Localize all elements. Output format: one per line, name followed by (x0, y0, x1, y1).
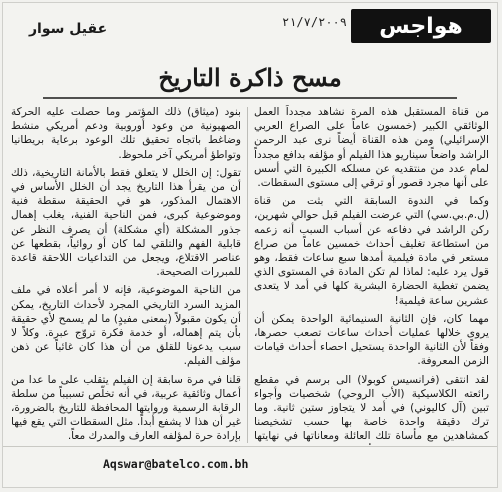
article-title: مسح ذاكرة التاريخ (158, 63, 342, 92)
title-divider (43, 97, 457, 99)
article-footer (3, 446, 497, 487)
author-email[interactable]: Aqswar@batelco.com.bh (103, 457, 249, 471)
paragraph: بنود (ميثاق) ذلك المؤتمر وما حصلت عليه الحركة الصهيونية من وعود أوروبية ودعم أمريكي منشط وضاغط باتجاه تحقيق تلك الوعود برعاية بريطانيا وتواطؤ أمريكي آخر ملحوظ. (11, 106, 241, 161)
paragraph: من قناة المستقبل هذه المرة نشاهد مجدداً العمل الوثائقي الكبير (خمسون عاماً على الصراع العربي الإسرائيلي) ومن هذه القناة أيضاً نرى عبد الرحمن الراشد واضعاً سيناريو هذا الفيلم أو مؤلفه بدافع مجدداً لمام عدد من منتقديه عن مسلكه الكبيرة التي أسس على أنها مجرد قصور أو ترقي إلى مستوى السقطات. (254, 106, 489, 190)
paragraph: لقد انتقى (فرانسيس كوبولا) الى برسم في مقطع رائعته الكلاسيكية (الأب الروحي) شخصيات وأجواء تبين (آل كاليوني) في أمد لا يتجاوز ستين ثانية. وما ترك دقيقة واحدة خاصة بها حسب تشخيصنا كمشاهدين مع مأساة تلك العائلة ومعاناتها في نهايتها (254, 373, 489, 443)
article-header (3, 3, 497, 59)
paragraph: مهما كان، فإن الثانية السنيمائية الواحدة يمكن أن يروى خلالها عمليات أحداث ساعات تصعب حصرها، وفقاً لأن الثانية الواحدة يستحيل احصاء أحداث قيامات الزمن المعروفة. (254, 312, 489, 368)
paragraph: قلنا في مرة سابقة إن الفيلم يتقلب على ما عدا من أعمال وثائقية عربية، في أنه تخلّص تسبيباً من سلطة الرقابة الرسمية وروايتها المحافظة للتاريخ بالضرورة، غير أن هذا لا يشفع أبداً. مثل السقطات التي يقع فيها بإرادة حرة لمؤلفه العارف والمدرك معاً. (11, 373, 241, 443)
column-masthead (351, 9, 491, 43)
column-gutter (247, 107, 248, 443)
article-column-left (11, 105, 241, 445)
publication-date: ٢١/٧/٢٠٠٩ (281, 15, 347, 29)
paragraph: وكما في الندوة السابقة التي بثت من قناة (ل.م.بي.سي) التي عرضت الفيلم قبل حوالي شهرين، ركن الراشد في دفاعه عن أسباب السبب أنه زعمه من استطاعة تغليف أحداث خمسين عاماً من صراع مستعر في مادة فيلمية أمدها سبع ساعات فقط، وهو قول يرد عليه: لماذا لم تكن المادة في المستوى الذي يضمن تغطية الحضارة البشرية كلها في أمد لا يتعدى عشرين ساعة فيلمية! (254, 195, 489, 307)
article-column-right (254, 105, 489, 445)
paragraph: من الناحية الموضوعية، فإنه لا أمر أعلاه في ملف المزيد السرد التاريخي المجرد لأحداث التاريخ، يمكن أن يكون مقبولاً (بمعنى مفيدٍ) ما لم يسمح لأي حقيقة بأن يتم إهماله، أو خدمة فكرة تروّج عبرة. وكلاً لا سبب يدعونا للقلق من أن هذا كان غائباً عن ذهن مؤلف الفيلم. (11, 284, 241, 368)
newspaper-clipping (2, 2, 498, 488)
masthead-text: هواجس (379, 13, 463, 39)
paragraph: تقول: إن الخلل لا يتعلق فقط بالأمانة التاريخية، ذلك أن من يقرأ هذا التاريخ يجد أن الخلل الأساس في الاهتمال المذكور، هو في الحقيقة سقطة فنية وموضوعية كبرى، فمن الناحية الفنية، يغلب إهمال جذور المشكلة (أي مشكلة) أن يصرف النظر عن قابلية الفهم والتلقي لما كان أو روائياً، بقطعها عن عناصر الاقتلاع، ويجعل من التداعيات اللاحقة قاعدة للمبررات الصحيحة. (11, 166, 241, 279)
author-name: عقيل سوار (29, 21, 108, 37)
